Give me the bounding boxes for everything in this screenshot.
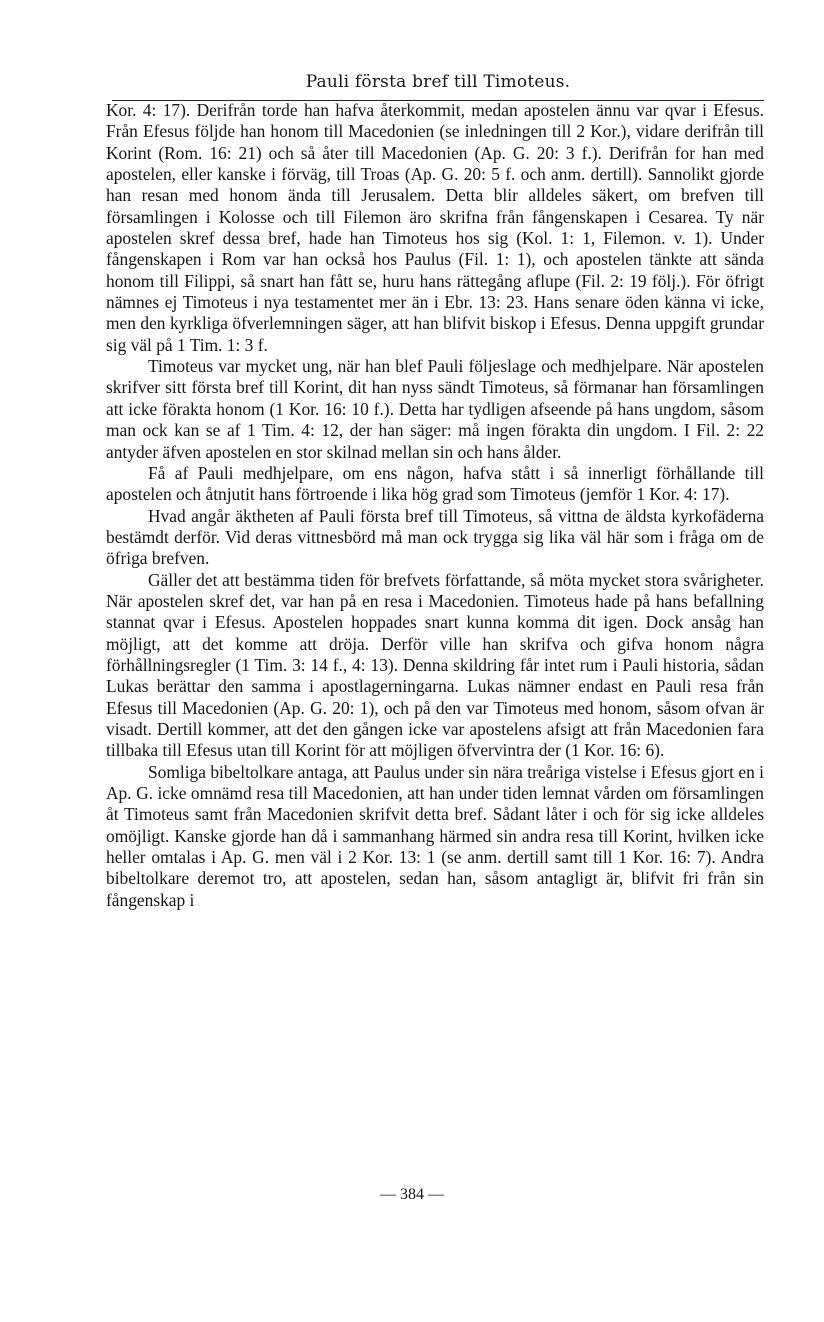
paragraph-6: Somliga bibeltolkare antaga, att Paulus under sin nära treåriga vistelse i Efesus gjort en i Ap. G. icke omnämd resa till Macedonien, att han under tiden lemnat vården om församlingen åt Timoteus samt från Macedonien skrifvit detta bref. Sådant låter i och för sig icke alldeles omöjligt. Kanske gjorde han då i sammanhang härmed sin andra resa till Korint, hvilken icke heller omtalas i Ap. G. men väl i 2 Kor. 13: 1 (se anm. dertill samt till 1 Kor. 16: 7). Andra bibeltolkare deremot tro, att apostelen, sedan han, såsom antagligt är, blifvit fri från sin fångenskap i bbox=[106, 761, 764, 910]
paragraph-4: Hvad angår äktheten af Pauli första bref till Timoteus, så vittna de äldsta kyrkofäderna bestämdt derför. Vid deras vittnesbörd må man ock trygga sig lika väl här som i fråga om de öfriga brefven. bbox=[106, 505, 764, 569]
page-number: — 384 — bbox=[380, 1186, 444, 1203]
body-text bbox=[106, 100, 764, 911]
paragraph-1: Kor. 4: 17). Derifrån torde han hafva återkommit, medan apostelen ännu var qvar i Efesus. Från Efesus följde han honom till Macedonien (se inledningen till 2 Kor.), vidare derifrån till Korint (Rom. 16: 21) och så åter till Macedonien (Ap. G. 20: 3 f.). Derifrån for han med apostelen, eller kanske i förväg, till Troas (Ap. G. 20: 5 f. och anm. dertill). Sannolikt gjorde han resan med honom ända till Jerusalem. Detta blir alldeles säkert, om brefven till församlingen i Kolosse och till Filemon äro skrifna från fångenskapen i Cesarea. Ty när apostelen skref dessa bref, hade han Timoteus hos sig (Kol. 1: 1, Filemon. v. 1). Under fångenskapen i Rom var han också hos Paulus (Fil. 1: 1), och apostelen tänkte att sända honom till Filippi, så snart han fått se, huru hans rättegång aflupe (Fil. 2: 19 följ.). För öfrigt nämnes ej Timoteus i nya testamentet mer än i Ebr. 13: 23. Hans senare öden känna vi icke, men den kyrkliga öfverlemningen säger, att han blifvit biskop i Efesus. Denna uppgift grundar sig väl på 1 Tim. 1: 3 f. bbox=[106, 100, 764, 355]
running-header: Pauli första bref till Timoteus. bbox=[305, 72, 571, 92]
paragraph-5: Gäller det att bestämma tiden för brefvets författande, så möta mycket stora svårigheter. När apostelen skref det, var han på en resa i Macedonien. Timoteus hade på hans befallning stannat qvar i Efesus. Apostelen hoppades snart kunna komma dit igen. Dock ansåg han möjligt, att det komme att dröja. Derför ville han skrifva och gifva honom några förhållningsregler (1 Tim. 3: 14 f., 4: 13). Denna skildring får intet rum i Pauli historia, sådan Lukas berättar den samma i apostlagerningarna. Lukas nämner endast en Pauli resa från Efesus till Macedonien (Ap. G. 20: 1), och på den var Timoteus med honom, såsom ofvan är visadt. Dertill kommer, att det den gången icke var apostelens afsigt att från Macedonien fara tillbaka till Efesus utan till Korint för att möjligen öfvervintra der (1 Kor. 16: 6). bbox=[106, 569, 764, 761]
paragraph-2: Timoteus var mycket ung, när han blef Pauli följeslage och medhjelpare. När apostelen skrifver sitt första bref till Korint, dit han nyss sändt Timoteus, så förmanar han församlingen att icke förakta honom (1 Kor. 16: 10 f.). Detta har tydligen afseende på hans ungdom, såsom man ock kan se af 1 Tim. 4: 12, der han säger: må ingen förakta din ungdom. I Fil. 2: 22 antyder äfven apostelen en stor skilnad mellan sin och hans ålder. bbox=[106, 356, 764, 462]
paragraph-3: Få af Pauli medhjelpare, om ens någon, hafva stått i så innerligt förhållande till apostelen och åtnjutit hans förtroende i lika hög grad som Timoteus (jemför 1 Kor. 4: 17). bbox=[106, 462, 764, 505]
